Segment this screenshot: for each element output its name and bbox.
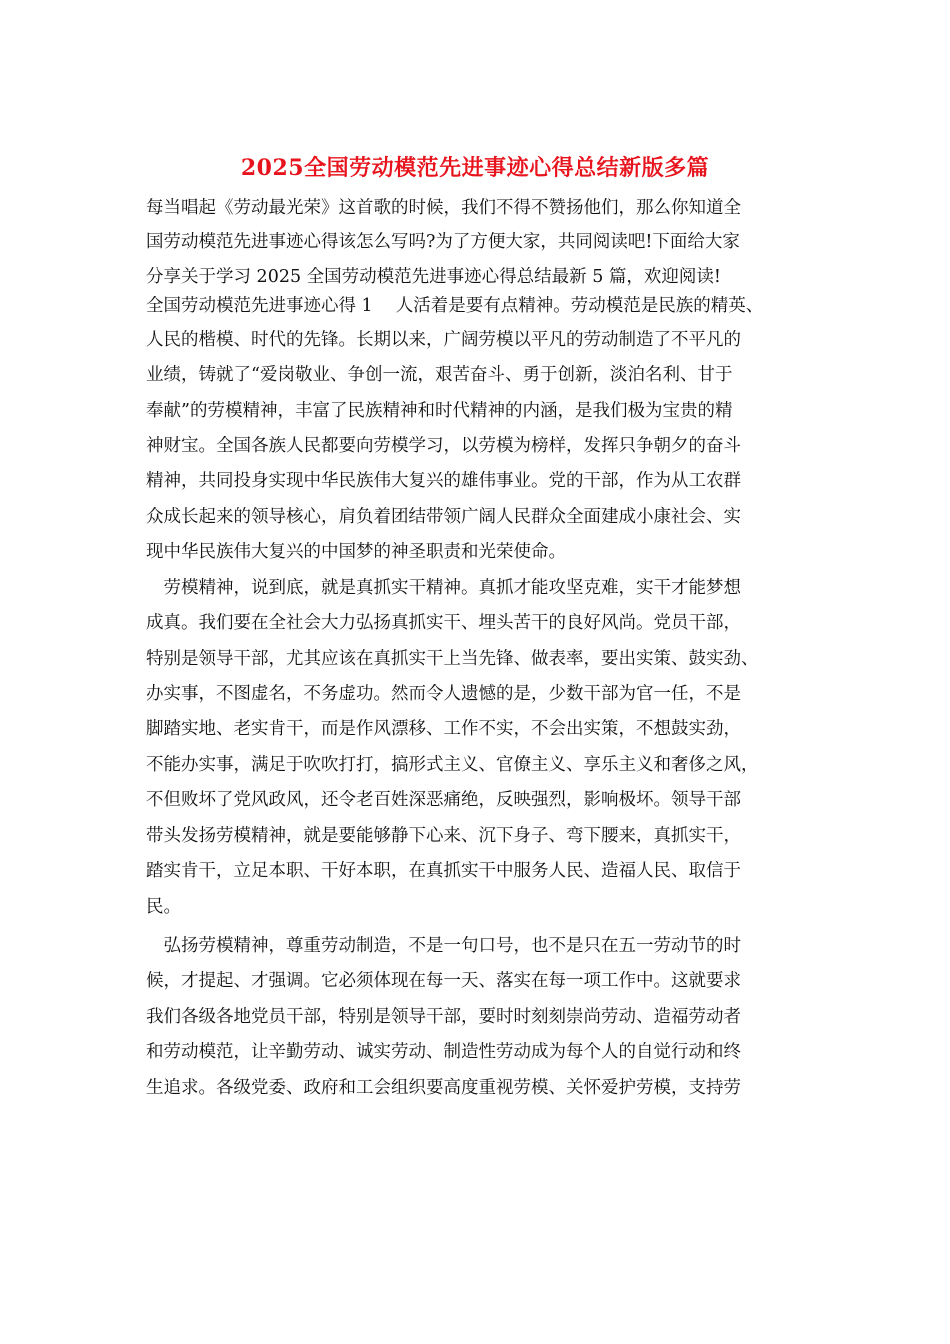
text-line: 现中华民族伟大复兴的中国梦的神圣职责和光荣使命。 (146, 542, 566, 562)
document-title: 2025全国劳动模范先进事迹心得总结新版多篇 (240, 155, 710, 181)
text-line: 办实事，不图虚名，不务虚功。然而令人遗憾的是，少数干部为官一任，不是 (146, 684, 741, 704)
text-line: 全国劳动模范先进事迹心得 1 人活着是要有点精神。劳动模范是民族的精英、 (146, 296, 764, 316)
text-line: 每当唱起《劳动最光荣》这首歌的时候，我们不得不赞扬他们，那么你知道全 (146, 198, 741, 218)
text-line: 奉献”的劳模精神，丰富了民族精神和时代精神的内涵，是我们极为宝贵的精 (146, 401, 733, 421)
text-line: 不但败坏了党风政风，还令老百姓深恶痛绝，反映强烈，影响极坏。领导干部 (146, 790, 741, 810)
text-line: 和劳动模范，让辛勤劳动、诚实劳动、制造性劳动成为每个人的自觉行动和终 (146, 1042, 741, 1062)
text-line: 成真。我们要在全社会大力弘扬真抓实干、埋头苦干的良好风尚。党员干部， (146, 613, 741, 633)
text-line: 分享关于学习 2025 全国劳动模范先进事迹心得总结最新 5 篇，欢迎阅读! (146, 267, 721, 287)
text-line: 特别是领导干部，尤其应该在真抓实干上当先锋、做表率，要出实策、鼓实劲、 (146, 649, 759, 669)
text-line: 不能办实事，满足于吹吹打打，搞形式主义、官僚主义、享乐主义和奢侈之风， (146, 755, 759, 775)
text-line: 踏实肯干，立足本职、干好本职，在真抓实干中服务人民、造福人民、取信于 (146, 861, 741, 881)
text-line: 人民的楷模、时代的先锋。长期以来，广阔劳模以平凡的劳动制造了不平凡的 (146, 330, 741, 350)
text-line: 国劳动模范先进事迹心得该怎么写吗?为了方便大家，共同阅读吧!下面给大家 (146, 232, 740, 252)
text-line: 业绩，铸就了“爱岗敬业、争创一流，艰苦奋斗、勇于创新，淡泊名利、甘于 (146, 365, 733, 385)
text-line: 带头发扬劳模精神，就是要能够静下心来、沉下身子、弯下腰来，真抓实干， (146, 826, 741, 846)
text-line: 众成长起来的领导核心，肩负着团结带领广阔人民群众全面建成小康社会、实 (146, 507, 741, 527)
text-line: 脚踏实地、老实肯干，而是作风漂移、工作不实，不会出实策，不想鼓实劲， (146, 719, 741, 739)
text-line: 劳模精神，说到底，就是真抓实干精神。真抓才能攻坚克难，实干才能梦想 (146, 578, 741, 598)
text-line: 弘扬劳模精神，尊重劳动制造，不是一句口号，也不是只在五一劳动节的时 (146, 936, 741, 956)
text-line: 民。 (146, 897, 181, 917)
text-line: 候，才提起、才强调。它必须体现在每一天、落实在每一项工作中。这就要求 (146, 971, 741, 991)
text-line: 神财宝。全国各族人民都要向劳模学习，以劳模为榜样，发挥只争朝夕的奋斗 (146, 436, 741, 456)
text-line: 精神，共同投身实现中华民族伟大复兴的雄伟事业。党的干部，作为从工农群 (146, 471, 741, 491)
text-line: 生追求。各级党委、政府和工会组织要高度重视劳模、关怀爱护劳模，支持劳 (146, 1078, 741, 1098)
text-line: 我们各级各地党员干部，特别是领导干部，要时时刻刻崇尚劳动、造福劳动者 (146, 1007, 741, 1027)
